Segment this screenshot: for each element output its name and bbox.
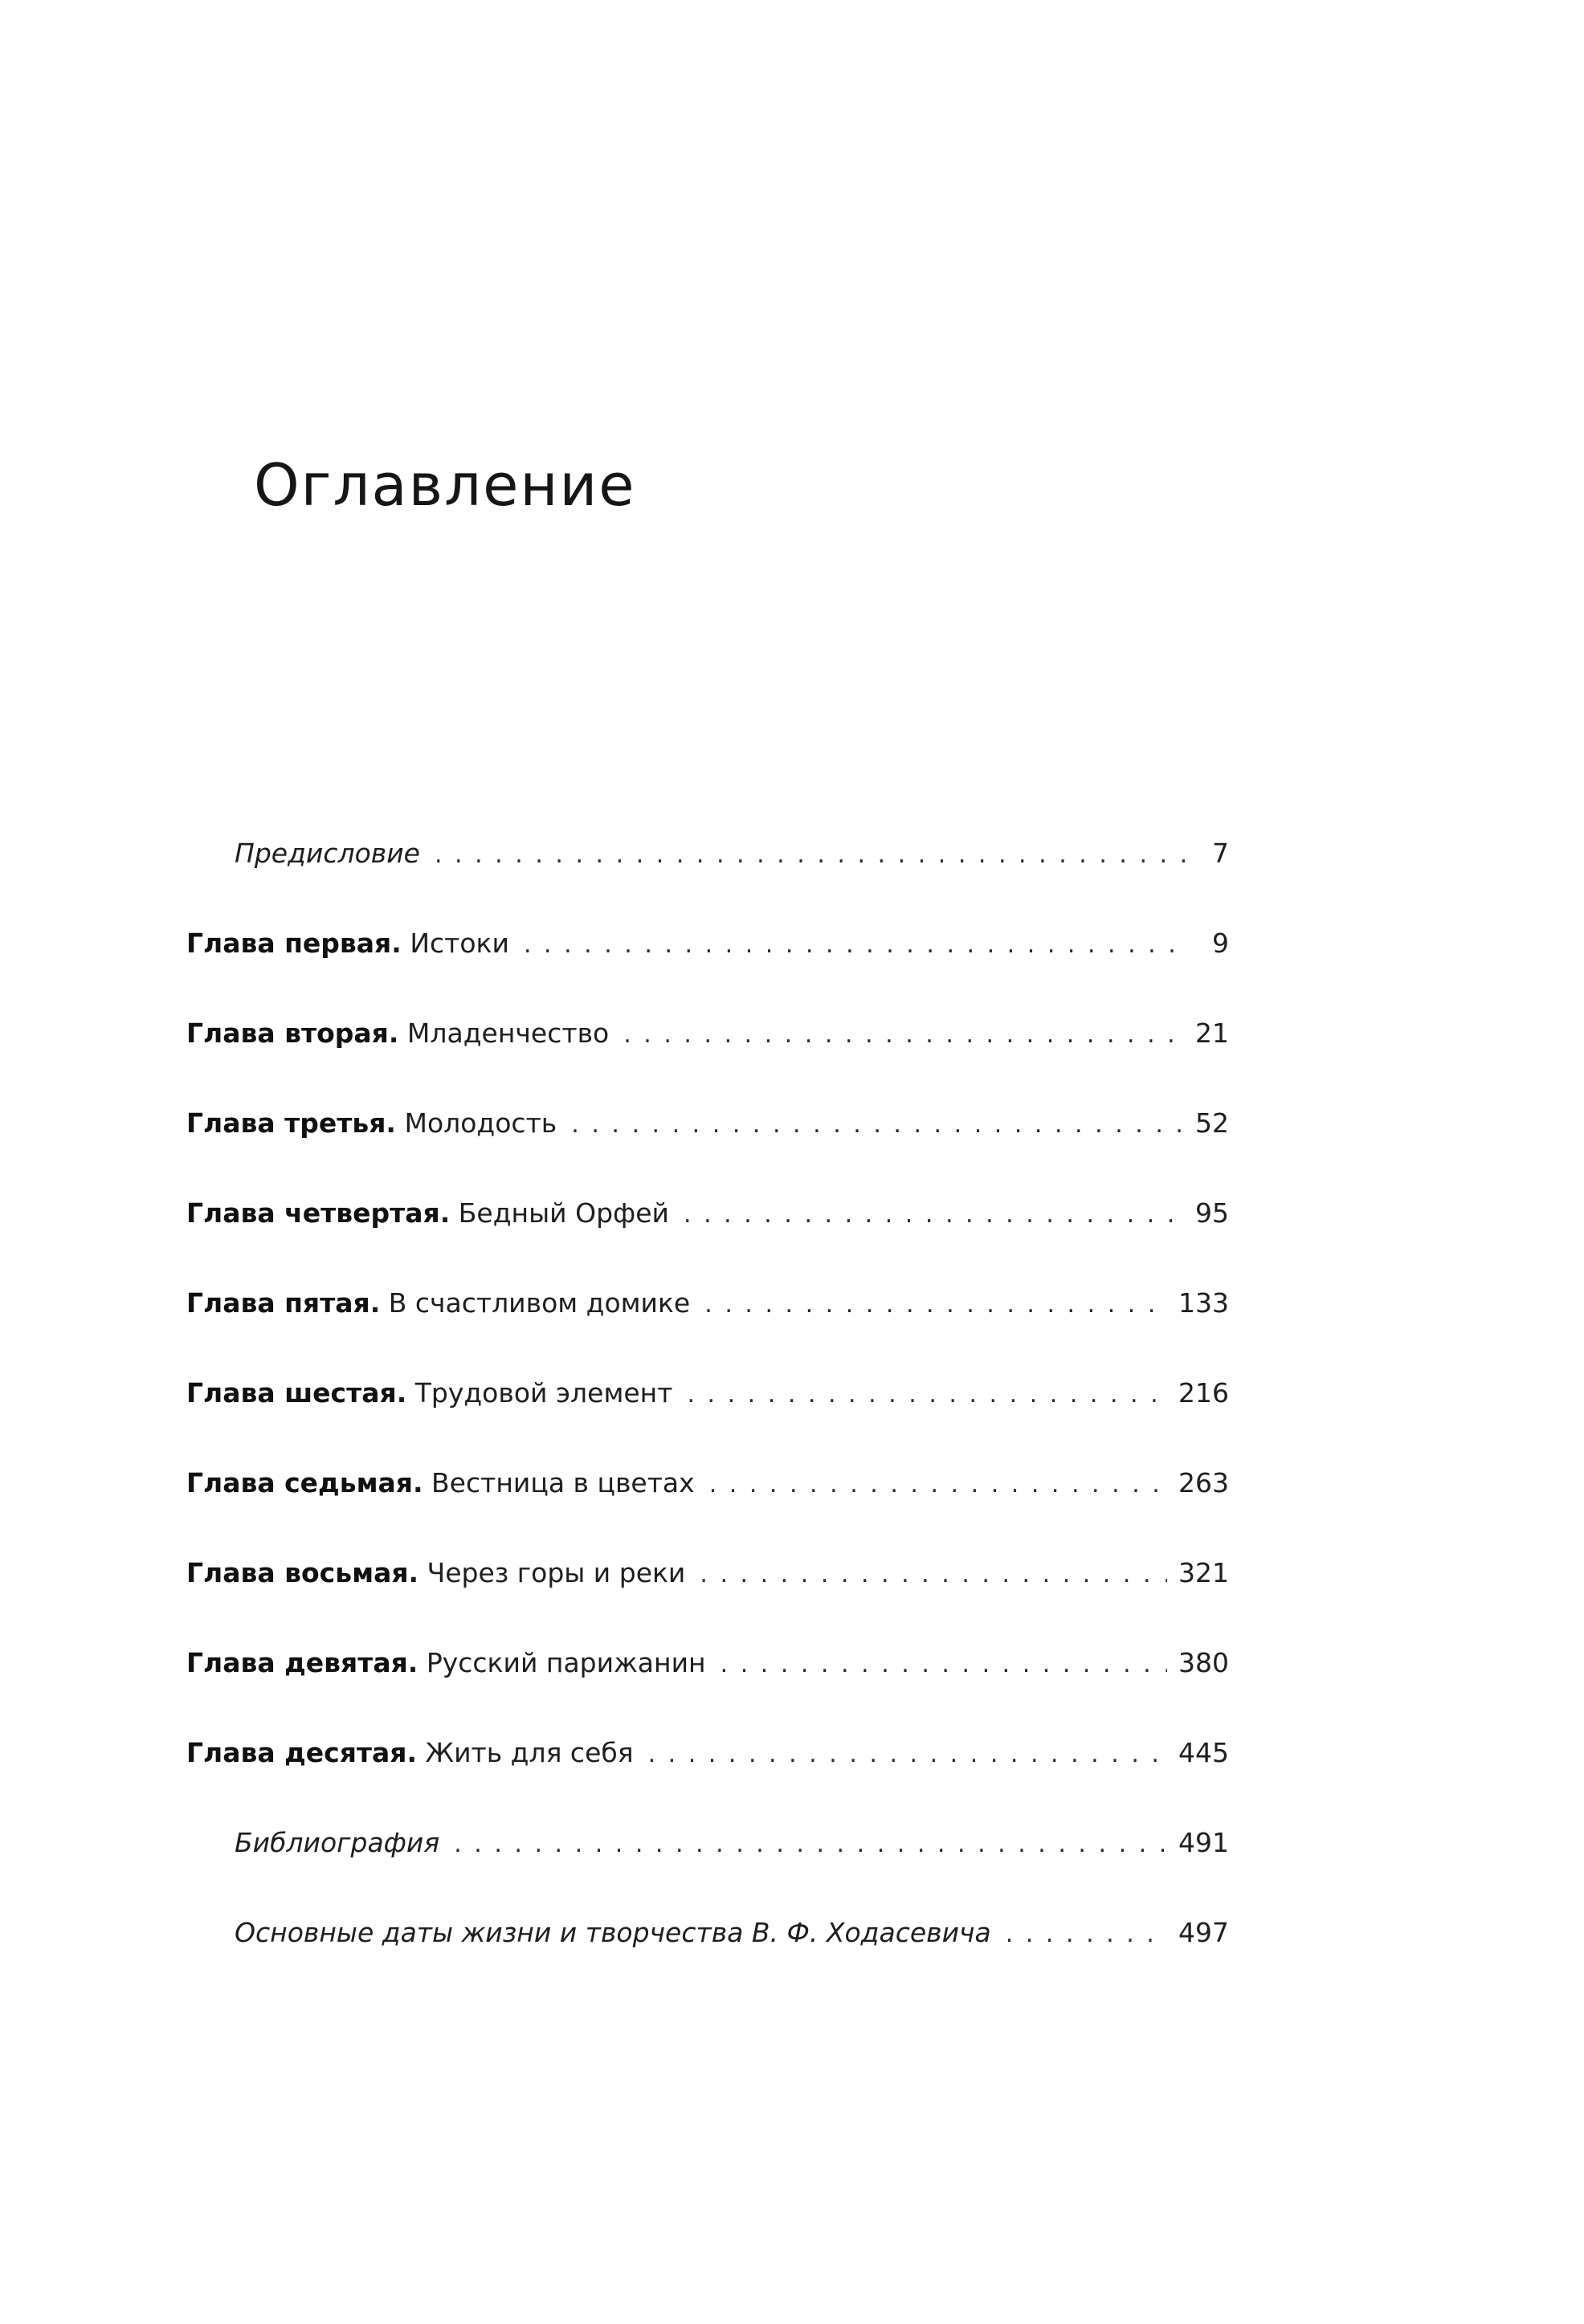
chapter-separator: . — [386, 1107, 396, 1139]
page-number: 9 — [1212, 928, 1229, 959]
chapter-separator: . — [408, 1557, 419, 1588]
chapter-separator: . — [407, 1647, 418, 1678]
dot-leader — [454, 1820, 1167, 1869]
toc-entry-chapter-10[interactable] — [186, 1729, 1229, 1819]
chapter-title: Через горы и реки — [427, 1557, 686, 1588]
chapter-separator: . — [388, 1017, 399, 1049]
toc-entry-preface[interactable] — [186, 830, 1229, 919]
dot-leader — [684, 1191, 1184, 1239]
toc-entry-chapter-1[interactable] — [186, 919, 1229, 1009]
page-title: Оглавление — [254, 451, 636, 519]
toc-entry-chapter-7[interactable] — [186, 1459, 1229, 1549]
entry-title: Библиография — [235, 1827, 440, 1858]
toc-entry-chapter-3[interactable] — [186, 1099, 1229, 1189]
chapter-label: Глава восьмая — [186, 1557, 409, 1588]
dot-leader — [721, 1641, 1167, 1689]
page-number: 380 — [1178, 1647, 1229, 1678]
dot-leader — [648, 1731, 1167, 1779]
chapter-title: Истоки — [410, 928, 509, 959]
page-number: 491 — [1178, 1827, 1229, 1858]
chapter-title: Молодость — [404, 1107, 557, 1139]
page-number: 21 — [1195, 1017, 1229, 1049]
table-of-contents — [186, 830, 1229, 1999]
page-number: 133 — [1178, 1287, 1229, 1319]
chapter-separator: . — [391, 928, 402, 959]
chapter-label: Глава четвертая — [186, 1197, 440, 1229]
page-number: 321 — [1178, 1557, 1229, 1588]
toc-entry-chapter-5[interactable] — [186, 1279, 1229, 1369]
chapter-title: Вестница в цветах — [431, 1467, 695, 1498]
dot-leader — [700, 1551, 1167, 1599]
page-number: 216 — [1178, 1377, 1229, 1409]
toc-entry-chapter-8[interactable] — [186, 1549, 1229, 1639]
toc-entry-chapter-2[interactable] — [186, 1009, 1229, 1099]
dot-leader — [709, 1461, 1167, 1509]
chapter-label: Глава девятая — [186, 1647, 408, 1678]
dot-leader — [623, 1011, 1184, 1059]
toc-entry-chapter-6[interactable] — [186, 1369, 1229, 1459]
chapter-label: Глава десятая — [186, 1737, 407, 1768]
toc-entry-bibliography[interactable] — [186, 1819, 1229, 1909]
page-number: 52 — [1195, 1107, 1229, 1139]
chapter-separator: . — [439, 1197, 451, 1229]
chapter-label: Глава первая — [186, 928, 392, 959]
page-number: 445 — [1178, 1737, 1229, 1768]
page-number: 95 — [1195, 1197, 1229, 1229]
chapter-title: Жить для себя — [425, 1737, 634, 1768]
entry-title: Основные даты жизни и творчества В. Ф. Ходасевича — [235, 1917, 991, 1948]
entry-title: Предисловие — [235, 838, 420, 869]
page-number: 497 — [1178, 1917, 1229, 1948]
dot-leader — [571, 1101, 1184, 1149]
dot-leader — [435, 831, 1186, 879]
chapter-title: Трудовой элемент — [414, 1377, 673, 1409]
toc-entry-chronology[interactable] — [186, 1909, 1229, 1999]
dot-leader — [524, 921, 1186, 969]
chapter-separator: . — [413, 1467, 423, 1498]
chapter-title: Русский парижанин — [426, 1647, 706, 1678]
page-number: 7 — [1212, 838, 1229, 869]
chapter-label: Глава шестая — [186, 1377, 397, 1409]
page-number: 263 — [1178, 1467, 1229, 1498]
chapter-separator: . — [406, 1737, 418, 1768]
dot-leader — [687, 1371, 1167, 1419]
chapter-label: Глава седьмая — [186, 1467, 413, 1498]
chapter-label: Глава вторая — [186, 1017, 389, 1049]
dot-leader — [704, 1281, 1167, 1329]
chapter-title: В счастливом домике — [388, 1287, 691, 1319]
dot-leader — [1006, 1910, 1167, 1959]
chapter-label: Глава пятая — [186, 1287, 370, 1319]
chapter-label: Глава третья — [186, 1107, 386, 1139]
toc-entry-chapter-9[interactable] — [186, 1639, 1229, 1729]
chapter-title: Младенчество — [406, 1017, 610, 1049]
chapter-separator: . — [369, 1287, 381, 1319]
chapter-separator: . — [396, 1377, 407, 1409]
toc-entry-chapter-4[interactable] — [186, 1189, 1229, 1279]
chapter-title: Бедный Орфей — [458, 1197, 670, 1229]
